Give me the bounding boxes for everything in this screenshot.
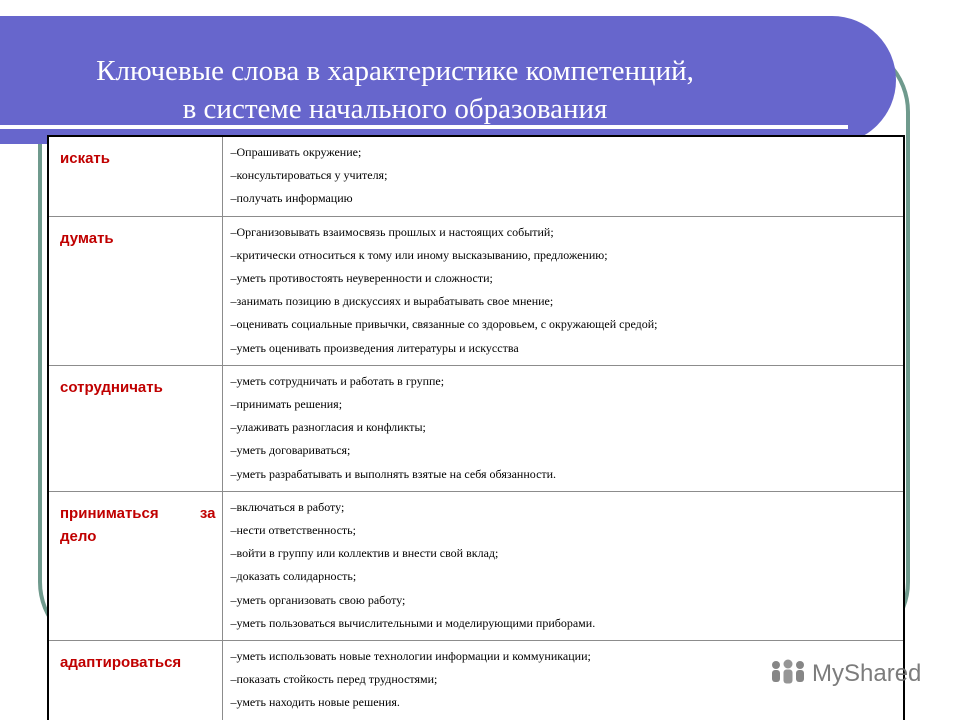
- list-item: –уметь находить новые решения.: [230, 695, 400, 710]
- item-list: [223, 366, 904, 491]
- keyword: сотрудничать: [60, 378, 163, 396]
- keyword: искать: [60, 150, 110, 167]
- item-list: [223, 217, 904, 365]
- keyword-cell: [48, 641, 222, 720]
- keyword: приниматься за дело: [60, 504, 216, 545]
- table-row: [48, 491, 904, 640]
- list-item: –принимать решения;: [230, 397, 343, 412]
- keyword-cell: [48, 491, 222, 640]
- list-item: –получать информацию: [230, 191, 353, 206]
- item-list: [223, 492, 904, 640]
- item-list: [223, 137, 904, 216]
- list-item: –включаться в работу;: [230, 499, 345, 514]
- watermark: [768, 657, 921, 691]
- list-item: –доказать солидарность;: [230, 569, 357, 584]
- list-item: –уметь организовать свою работу;: [230, 592, 406, 607]
- slide-title: [0, 52, 790, 128]
- list-item: –уметь противостоять неуверенности и сложности;: [230, 271, 493, 286]
- list-item: –консультироваться у учителя;: [230, 168, 388, 183]
- description-cell: [222, 491, 904, 640]
- list-item: –показать стойкость перед трудностями;: [230, 672, 438, 687]
- list-item: –Организовывать взаимосвязь прошлых и настоящих событий;: [230, 224, 554, 239]
- list-item: –нести ответственность;: [230, 523, 356, 538]
- keyword-table: [47, 135, 905, 720]
- keyword-cell: [48, 365, 222, 491]
- table-row: [48, 365, 904, 491]
- table-row: [48, 216, 904, 365]
- table-row: [48, 136, 904, 216]
- title-line-1: Ключевые слова в характеристике компетенций,: [96, 55, 694, 87]
- list-item: –войти в группу или коллектив и внести свой вклад;: [230, 546, 499, 561]
- description-cell: [222, 365, 904, 491]
- list-item: –критически относиться к тому или иному высказыванию, предложению;: [230, 247, 608, 262]
- description-cell: [222, 216, 904, 365]
- list-item: –оценивать социальные привычки, связанные со здоровьем, с окружающей средой;: [230, 317, 658, 332]
- list-item: –улаживать разногласия и конфликты;: [230, 420, 426, 435]
- list-item: –занимать позицию в дискуссиях и вырабатывать свое мнение;: [230, 294, 554, 309]
- keyword-cell: [48, 136, 222, 216]
- people-logo-icon: [768, 659, 808, 689]
- list-item: –уметь разрабатывать и выполнять взятые на себя обязанности.: [230, 466, 557, 481]
- keyword: адаптироваться: [60, 654, 182, 672]
- keyword: думать: [60, 229, 114, 247]
- list-item: –уметь сотрудничать и работать в группе;: [230, 373, 445, 388]
- title-line-2: в системе начального образования: [182, 93, 608, 125]
- title-underline: [0, 125, 848, 129]
- watermark-text: MyShared: [812, 660, 922, 687]
- list-item: –уметь оценивать произведения литературы и искусства: [230, 340, 519, 355]
- list-item: –Опрашивать окружение;: [230, 145, 362, 159]
- keyword-cell: [48, 216, 222, 365]
- list-item: –уметь пользоваться вычислительными и моделирующими приборами.: [230, 615, 596, 630]
- description-cell: [222, 136, 904, 216]
- list-item: –уметь использовать новые технологии информации и коммуникации;: [230, 649, 591, 664]
- list-item: –уметь договариваться;: [230, 443, 351, 458]
